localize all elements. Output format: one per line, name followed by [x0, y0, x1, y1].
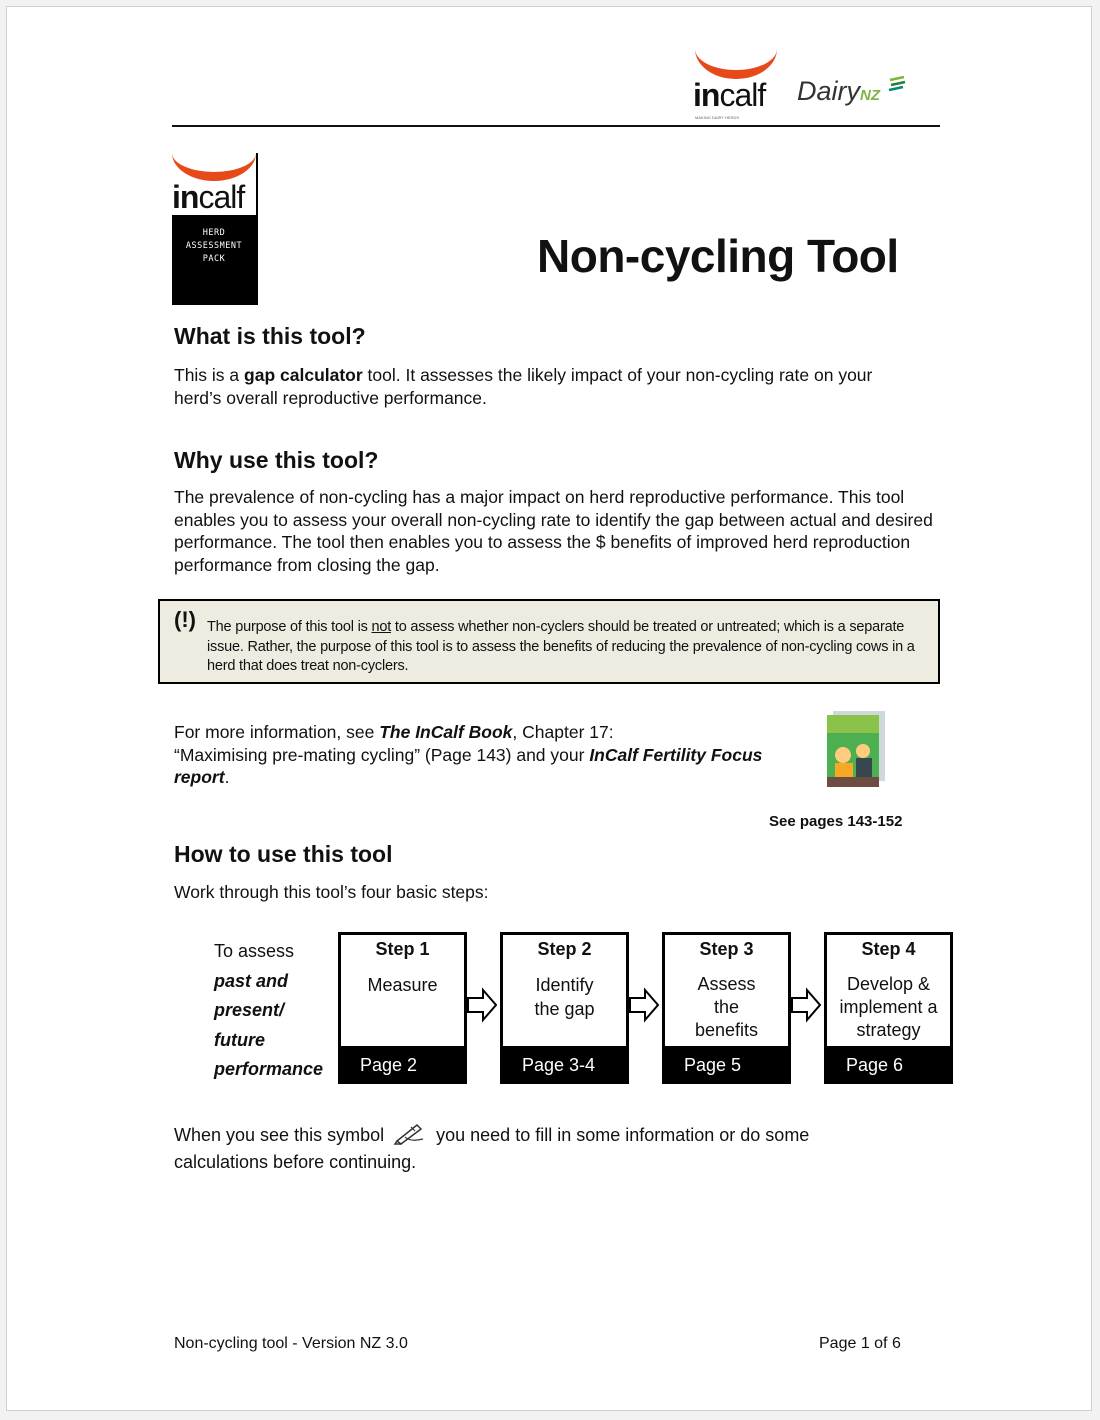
logo-smile-arc — [172, 153, 256, 181]
why-text: The prevalence of non-cycling has a major impact on herd reproductive performance. This tool enables you to assess your overall non-cycling rate to identify the gap between actual and desired performance. The tool then enables you to assess the $ benefits of improved herd reproduction performance from closing the gap. — [174, 487, 933, 575]
document-page — [6, 6, 1092, 1411]
how-intro: Work through this tool’s four basic steps: — [174, 882, 489, 902]
step-description: Measure — [367, 975, 438, 995]
warning-icon: (!) — [174, 607, 196, 632]
step-3-box — [662, 932, 791, 1084]
see-pages-note: See pages 143-152 — [769, 813, 903, 830]
step-title: Step 3 — [699, 939, 754, 959]
arrow-right-icon — [466, 987, 498, 1023]
what-heading: What is this tool? — [174, 323, 366, 349]
note-box — [158, 599, 940, 684]
step-page: Page 3-4 — [500, 1046, 629, 1084]
assess-label: To assess past and present/ future performance — [214, 941, 324, 1079]
dairynz-stripes-icon — [888, 76, 906, 92]
step-4-box — [824, 932, 953, 1084]
step-title: Step 1 — [375, 939, 430, 959]
logo-wordmark: incalf — [172, 179, 245, 215]
footer-page-number: Page 1 of 6 — [819, 1335, 901, 1352]
note-text: The purpose of this tool is not to assess whether non-cyclers should be treated or untreated; which is a separate issue. Rather, the purpose of this tool is to assess the benefits of reducing the prevalence of non-cycling cows in a herd that does treat non-cyclers. — [207, 619, 915, 674]
logo-tagline: MAKING DAIRY HERDS — [695, 115, 740, 120]
step-page: Page 6 — [824, 1046, 953, 1084]
page-title: Non-cycling Tool — [537, 230, 899, 282]
step-description: Develop & implement a strategy — [839, 974, 938, 1040]
step-page: Page 2 — [338, 1046, 467, 1084]
why-heading: Why use this tool? — [174, 447, 379, 473]
logo-wordmark: incalf — [693, 77, 766, 113]
incalf-header-logo — [693, 47, 783, 121]
step-page: Page 5 — [662, 1046, 791, 1084]
logo-pack-label: HERD ASSESSMENT PACK — [172, 215, 256, 305]
herd-assessment-pack-logo — [172, 153, 258, 305]
symbol-instruction: When you see this symbol you need to fill in some information or do some calculations before continuing. — [174, 1121, 894, 1176]
footer-version: Non-cycling tool - Version NZ 3.0 — [174, 1335, 408, 1352]
writing-hand-icon — [393, 1121, 427, 1145]
incalf-book-icon — [827, 711, 885, 787]
what-text: This is a gap calculator tool. It assesses the likely impact of your non-cycling rate on your herd’s overall reproductive performance. — [174, 365, 873, 408]
step-title: Step 4 — [861, 939, 916, 959]
arrow-right-icon — [628, 987, 660, 1023]
how-heading: How to use this tool — [174, 841, 393, 867]
header-rule — [172, 125, 940, 127]
logo-smile-arc — [695, 49, 777, 79]
step-2-box — [500, 932, 629, 1084]
arrow-right-icon — [790, 987, 822, 1023]
logo-edge — [256, 153, 258, 305]
dairynz-logo: DairyNZ — [797, 75, 906, 112]
more-info-text: For more information, see The InCalf Book, Chapter 17: “Maximising pre-mating cycling” (Page 143) and your InCalf Fertility Focus report. — [174, 722, 763, 787]
step-1-box — [338, 932, 467, 1084]
step-title: Step 2 — [537, 939, 592, 959]
step-description: Identify the gap — [534, 975, 595, 1019]
step-description: Assess the benefits — [694, 974, 759, 1040]
